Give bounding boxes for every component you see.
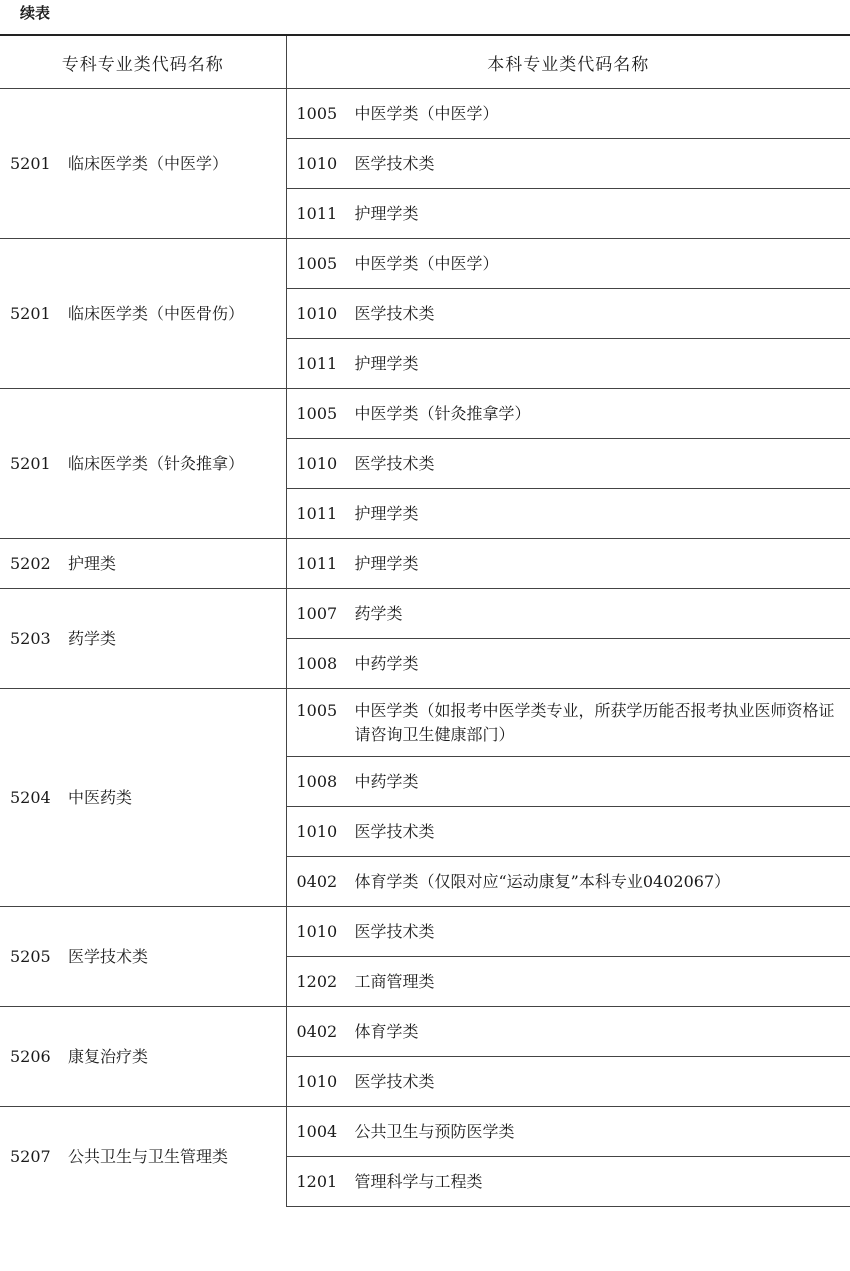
undergraduate-major-code: 1007 xyxy=(296,603,338,623)
undergraduate-major-cell xyxy=(286,757,850,807)
table-row xyxy=(0,589,850,639)
undergraduate-major-cell xyxy=(286,639,850,689)
junior-major-name: 公共卫生与卫生管理类 xyxy=(68,1146,229,1166)
undergraduate-major-cell xyxy=(286,1007,850,1057)
junior-major-code: 5203 xyxy=(10,628,51,648)
undergraduate-major-code: 1011 xyxy=(296,203,338,223)
undergraduate-major-cell xyxy=(286,239,850,289)
undergraduate-major-name: 体育学类 xyxy=(354,1021,419,1041)
junior-major-cell xyxy=(0,389,286,539)
undergraduate-major-name: 护理学类 xyxy=(354,553,419,573)
undergraduate-major-code: 1005 xyxy=(296,103,338,123)
junior-major-code: 5201 xyxy=(10,153,51,173)
junior-major-cell xyxy=(0,1007,286,1107)
undergraduate-major-name: 工商管理类 xyxy=(354,971,435,991)
undergraduate-major-name: 医学技术类 xyxy=(354,303,435,323)
undergraduate-major-name: 护理学类 xyxy=(354,353,419,373)
undergraduate-major-cell xyxy=(286,857,850,907)
undergraduate-major-code: 1011 xyxy=(296,353,338,373)
undergraduate-major-code: 1008 xyxy=(296,771,338,791)
undergraduate-major-name: 体育学类（仅限对应“运动康复”本科专业0402067） xyxy=(354,871,731,891)
undergraduate-major-cell xyxy=(286,539,850,589)
junior-major-name: 中医药类 xyxy=(68,787,133,807)
undergraduate-major-name: 中医学类（中医学） xyxy=(354,103,499,123)
table-row xyxy=(0,689,850,757)
junior-major-name: 医学技术类 xyxy=(68,946,149,966)
table-row xyxy=(0,907,850,957)
junior-major-name: 护理类 xyxy=(68,553,117,573)
junior-major-code: 5204 xyxy=(10,787,51,807)
undergraduate-major-name: 护理学类 xyxy=(354,203,419,223)
undergraduate-major-name: 中医学类（针灸推拿学） xyxy=(354,403,531,423)
undergraduate-major-code: 1005 xyxy=(296,700,338,720)
undergraduate-major-code: 1010 xyxy=(296,453,338,473)
junior-major-name: 临床医学类（中医学） xyxy=(68,153,229,173)
undergraduate-major-cell xyxy=(286,439,850,489)
junior-major-code: 5202 xyxy=(10,553,51,573)
undergraduate-major-cell xyxy=(286,907,850,957)
undergraduate-major-cell xyxy=(286,1057,850,1107)
undergraduate-major-cell xyxy=(286,189,850,239)
undergraduate-major-code: 1011 xyxy=(296,553,338,573)
junior-major-code: 5201 xyxy=(10,303,51,323)
junior-major-code: 5201 xyxy=(10,453,51,473)
undergraduate-major-code: 1005 xyxy=(296,253,338,273)
junior-major-name: 药学类 xyxy=(68,628,117,648)
undergraduate-major-name: 护理学类 xyxy=(354,503,419,523)
table-row xyxy=(0,89,850,139)
undergraduate-major-cell xyxy=(286,289,850,339)
header-undergraduate: 本科专业类代码名称 xyxy=(286,35,850,89)
undergraduate-major-code: 1202 xyxy=(296,971,338,991)
undergraduate-major-name: 中药学类 xyxy=(354,653,419,673)
undergraduate-major-code: 1008 xyxy=(296,653,338,673)
undergraduate-major-code: 1005 xyxy=(296,403,338,423)
undergraduate-major-cell xyxy=(286,389,850,439)
undergraduate-major-cell xyxy=(286,957,850,1007)
undergraduate-major-name: 中药学类 xyxy=(354,771,419,791)
undergraduate-major-cell xyxy=(286,139,850,189)
table-row xyxy=(0,1007,850,1057)
table-row xyxy=(0,539,850,589)
junior-major-cell xyxy=(0,239,286,389)
junior-major-code: 5207 xyxy=(10,1146,51,1166)
undergraduate-major-code: 1010 xyxy=(296,821,338,841)
table-row xyxy=(0,1107,850,1157)
undergraduate-major-name: 管理科学与工程类 xyxy=(354,1171,483,1191)
junior-major-cell xyxy=(0,539,286,589)
undergraduate-major-cell xyxy=(286,339,850,389)
undergraduate-major-code: 0402 xyxy=(296,1021,338,1041)
junior-major-code: 5206 xyxy=(10,1046,51,1066)
undergraduate-major-code: 1010 xyxy=(296,921,338,941)
major-mapping-table xyxy=(0,34,850,1207)
undergraduate-major-cell xyxy=(286,489,850,539)
junior-major-cell xyxy=(0,689,286,907)
undergraduate-major-cell xyxy=(286,689,850,757)
undergraduate-major-cell xyxy=(286,1107,850,1157)
junior-major-name: 临床医学类（针灸推拿） xyxy=(68,453,245,473)
undergraduate-major-name: 中医学类（中医学） xyxy=(354,253,499,273)
undergraduate-major-name: 医学技术类 xyxy=(354,821,435,841)
table-caption: 续表 xyxy=(20,4,51,22)
undergraduate-major-code: 1004 xyxy=(296,1121,338,1141)
undergraduate-major-name: 医学技术类 xyxy=(354,453,435,473)
undergraduate-major-code: 1201 xyxy=(296,1171,338,1191)
junior-major-cell xyxy=(0,907,286,1007)
undergraduate-major-code: 1011 xyxy=(296,503,338,523)
undergraduate-major-code: 1010 xyxy=(296,303,338,323)
undergraduate-major-code: 1010 xyxy=(296,1071,338,1091)
table-row xyxy=(0,389,850,439)
undergraduate-major-cell xyxy=(286,89,850,139)
undergraduate-major-cell xyxy=(286,1157,850,1207)
undergraduate-major-code: 1010 xyxy=(296,153,338,173)
undergraduate-major-cell xyxy=(286,807,850,857)
undergraduate-major-name: 医学技术类 xyxy=(354,153,435,173)
undergraduate-major-name: 医学技术类 xyxy=(354,921,435,941)
junior-major-cell xyxy=(0,1107,286,1207)
undergraduate-major-name: 中医学类（如报考中医学类专业，所获学历能否报考执业医师资格证请咨询卫生健康部门） xyxy=(354,700,835,744)
junior-major-cell xyxy=(0,89,286,239)
undergraduate-major-cell xyxy=(286,589,850,639)
header-junior-college: 专科专业类代码名称 xyxy=(0,35,286,89)
junior-major-code: 5205 xyxy=(10,946,51,966)
undergraduate-major-name: 医学技术类 xyxy=(354,1071,435,1091)
junior-major-name: 临床医学类（中医骨伤） xyxy=(68,303,245,323)
junior-major-cell xyxy=(0,589,286,689)
undergraduate-major-name: 药学类 xyxy=(354,603,403,623)
undergraduate-major-name: 公共卫生与预防医学类 xyxy=(354,1121,515,1141)
undergraduate-major-code: 0402 xyxy=(296,871,338,891)
table-header-row xyxy=(0,35,850,89)
table-row xyxy=(0,239,850,289)
junior-major-name: 康复治疗类 xyxy=(68,1046,149,1066)
